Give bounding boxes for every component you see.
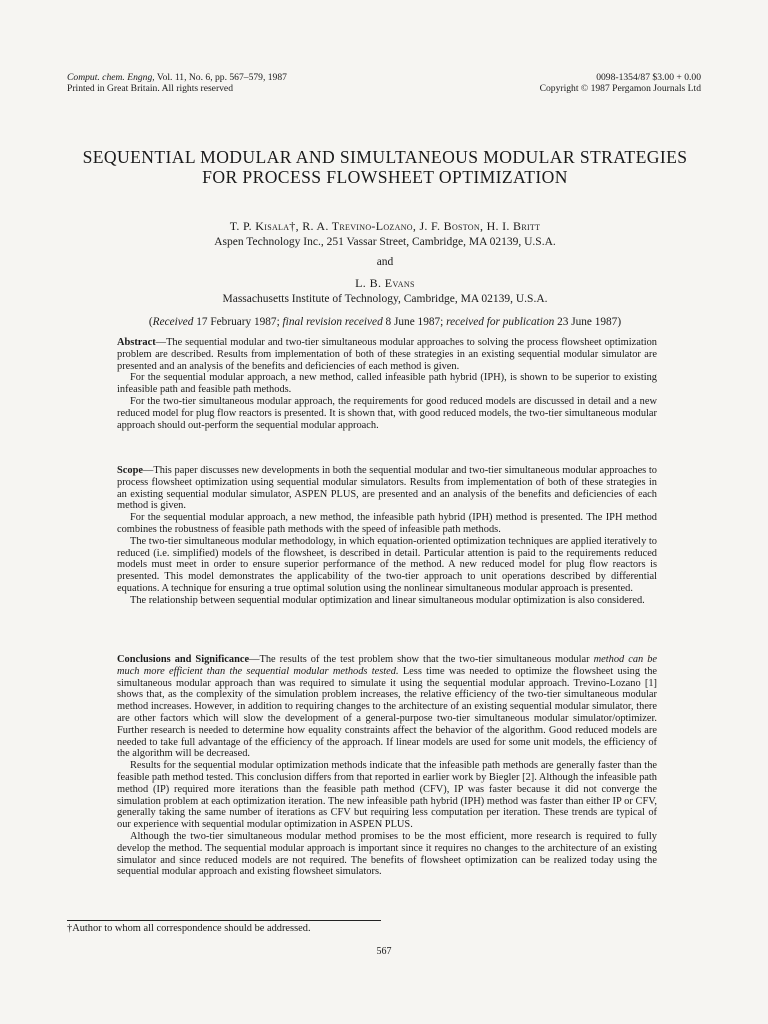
emphasis-text: method can be much more efficient than the sequential modular methods tested. <box>117 654 657 677</box>
author-list: T. P. Kisala†, R. A. Trevino-Lozano, J. F. Boston, H. I. Britt <box>229 219 541 233</box>
issn-price: 0098-1354/87 $3.00 + 0.00 <box>596 72 701 83</box>
abstract-paragraph: For the two-tier simultaneous modular approach, the requirements for good reduced models are discussed in detail and a new reduced model for plug flow reactors is presented. It is shown that, with good reduced models, the two-tier simultaneous modular approach should out-perform the sequential modular approach. <box>117 395 657 431</box>
scope-heading: Scope <box>117 465 143 476</box>
conclusions-paragraph: Although the two-tier simultaneous modular method promises to be the most efficient, more research is required to fully develop the method. The sequential modular approach is important since it requires no changes to the architecture of an existing simulator and since reduced models are not required. The benefits of flowsheet optimization can be realized today using the sequential modular approach and existing flowsheet simulators. <box>117 830 657 878</box>
scope-paragraph: For the sequential modular approach, a new method, the infeasible path hybrid (IPH) method is presented. The IPH method combines the robustness of feasible path methods with the speed of infeasible path methods. <box>117 512 657 535</box>
running-header-right <box>540 72 701 94</box>
scope-paragraph: The relationship between sequential modular optimization and linear simultaneous modular optimization is also considered. <box>130 594 645 606</box>
conclusions-section <box>117 654 657 878</box>
page-number: 567 <box>376 946 392 957</box>
footnote-divider <box>67 920 381 921</box>
scope-section <box>117 465 657 607</box>
conclusions-heading: Conclusions and Significance <box>117 654 250 665</box>
journal-name: Comput. chem. Engng, <box>67 72 155 83</box>
journal-citation <box>67 72 287 83</box>
abstract-heading: Abstract <box>117 337 156 348</box>
running-header-left <box>67 72 287 94</box>
printed-notice: Printed in Great Britain. All rights reserved <box>67 83 233 94</box>
author-conjunction: and <box>376 256 394 268</box>
affiliation-aspen: Aspen Technology Inc., 251 Vassar Street, Cambridge, MA 02139, U.S.A. <box>214 236 556 248</box>
scope-paragraph: Scope—This paper discusses new developments in both the sequential modular and two-tier simultaneous modular approaches to process flowsheet optimization using sequential modular simulators. Results from implementation of both of these strategies in an existing sequential modular simulator, ASPEN PLUS, are presented and an analysis of the benefits and deficiencies of each method is given. <box>117 465 657 512</box>
copyright-line: Copyright © 1987 Pergamon Journals Ltd <box>539 83 701 94</box>
abstract-paragraph: Abstract—The sequential modular and two-tier simultaneous modular approaches to solving the process flowsheet optimization problem are described. Results from implementation of both of these strategies in an existing sequential modular simulator are presented and an analysis of the benefits and deficiencies of each method is given. <box>117 337 657 372</box>
affiliation-mit: Massachusetts Institute of Technology, Cambridge, MA 02139, U.S.A. <box>222 293 548 305</box>
footnote: †Author to whom all correspondence should be addressed. <box>67 923 311 934</box>
conclusions-paragraph: Results for the sequential modular optimization methods indicate that the infeasible path methods are generally faster than the feasible path method tested. This conclusion differs from that reported in earlier work by Biegler [2]. Although the infeasible path method (IP) required more iterations than the feasible path method (CFV), IP was faster because it did not converge the simulation problem at each optimization iteration. The new infeasible path hybrid (IPH) method was faster than either IP or CFV, generally taking the same number of iterations as CFV but requiring less computation per iteration. These trends are typical of our experience with sequential modular optimization in ASPEN PLUS. <box>117 760 657 831</box>
volume-pages: Vol. 11, No. 6, pp. 567–579, 1987 <box>154 72 287 83</box>
paper-title: SEQUENTIAL MODULAR AND SIMULTANEOUS MODULAR STRATEGIES FOR PROCESS FLOWSHEET OPTIMIZATION <box>82 147 688 187</box>
author-list-second: L. B. Evans <box>355 276 415 290</box>
received-dates: (Received 17 February 1987; final revision received 8 June 1987; received for publication 23 June 1987) <box>148 316 622 328</box>
abstract-section <box>117 337 657 431</box>
abstract-paragraph: For the sequential modular approach, a new method, called infeasible path hybrid (IPH), is shown to be superior to existing infeasible path and feasible path methods. <box>117 372 657 396</box>
scope-paragraph: The two-tier simultaneous modular methodology, in which equation-oriented optimization techniques are applied iteratively to reduced (i.e. simplified) models of the flowsheet, is described in detail. Particular attention is paid to the requirements reduced models must meet in order to ensure superior performance of the method. A new reduced model for plug flow reactors is presented. This model demonstrates the applicability of the two-tier approach to unit operations described by differential equations. A technique for ensuring a true optimal solution using the nonlinear simultaneous modular approach is presented. <box>117 535 657 594</box>
conclusions-paragraph: Conclusions and Significance—The results of the test problem show that the two-tier simultaneous modular method can be much more efficient than the sequential modular methods tested. Less time was needed to optimize the flowsheet using the simultaneous modular approach than was required to simulate it using the sequential modular approach. Trevino-Lozano [1] shows that, as the complexity of the simulation problem increases, the relative efficiency of the two-tier simultaneous modular method increases. However, in addition to requiring changes to the architecture of an existing sequential modular simulator, there are other factors which will slow the development of a general-purpose two-tier simultaneous modular simulator/optimizer. Further research is needed to determine how equality constraints affect the behavior of the algorithm. Good reduced models are needed to take full advantage of the efficiency of the approach. If linear models are used for some unit models, the efficiency of the algorithm will be decreased. <box>117 654 658 760</box>
